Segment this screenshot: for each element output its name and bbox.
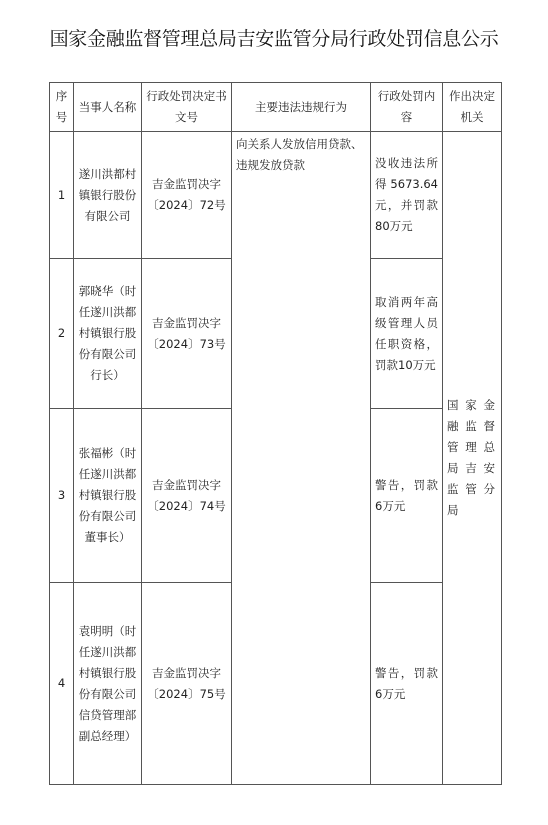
cell-index: 1 bbox=[50, 132, 74, 259]
cell-party: 袁明明（时任遂川洪都村镇银行股份有限公司信贷管理部副总经理） bbox=[74, 583, 142, 785]
cell-authority: 国家金融监督管理总局吉安监管分局 bbox=[443, 132, 502, 785]
header-authority: 作出决定机关 bbox=[443, 83, 502, 132]
cell-index: 2 bbox=[50, 259, 74, 409]
cell-decision-no: 吉金监罚决字〔2024〕72号 bbox=[142, 132, 232, 259]
cell-penalty: 没收违法所得5673.64元，并罚款80万元 bbox=[371, 132, 443, 259]
cell-decision-no: 吉金监罚决字〔2024〕73号 bbox=[142, 259, 232, 409]
header-violation: 主要违法违规行为 bbox=[232, 83, 371, 132]
page-title: 国家金融监督管理总局吉安监管分局行政处罚信息公示 bbox=[49, 28, 499, 50]
cell-party: 张福彬（时任遂川洪都村镇银行股份有限公司董事长） bbox=[74, 409, 142, 583]
cell-penalty: 取消两年高级管理人员任职资格，罚款10万元 bbox=[371, 259, 443, 409]
cell-penalty: 警告，罚款6万元 bbox=[371, 409, 443, 583]
header-party: 当事人名称 bbox=[74, 83, 142, 132]
cell-violation: 向关系人发放信用贷款、违规发放贷款 bbox=[232, 132, 371, 785]
cell-index: 4 bbox=[50, 583, 74, 785]
cell-party: 郭晓华（时任遂川洪都村镇银行股份有限公司行长） bbox=[74, 259, 142, 409]
cell-index: 3 bbox=[50, 409, 74, 583]
cell-decision-no: 吉金监罚决字〔2024〕74号 bbox=[142, 409, 232, 583]
cell-penalty: 警告，罚款6万元 bbox=[371, 583, 443, 785]
header-decision-no: 行政处罚决定书文号 bbox=[142, 83, 232, 132]
header-index: 序号 bbox=[50, 83, 74, 132]
header-penalty: 行政处罚内容 bbox=[371, 83, 443, 132]
penalty-table bbox=[49, 82, 502, 785]
table-header-row bbox=[50, 83, 502, 132]
table-row bbox=[50, 132, 502, 259]
cell-decision-no: 吉金监罚决字〔2024〕75号 bbox=[142, 583, 232, 785]
cell-party: 遂川洪都村镇银行股份有限公司 bbox=[74, 132, 142, 259]
